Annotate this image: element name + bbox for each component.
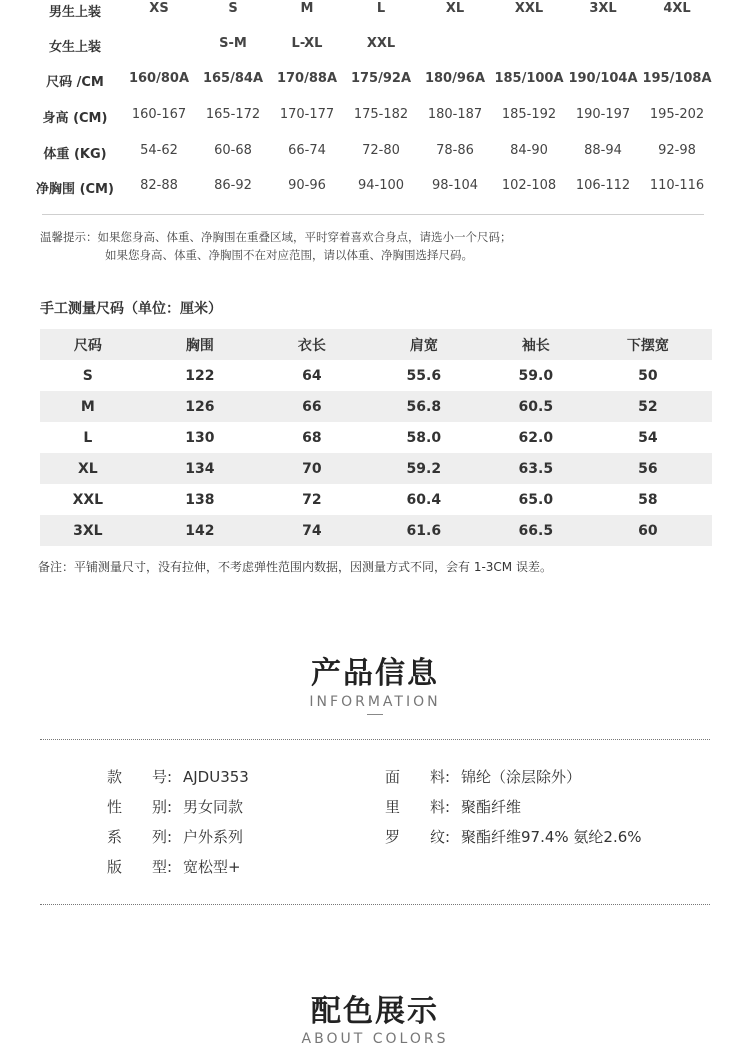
table-row [40, 391, 712, 422]
size-cell: 66-74 [288, 143, 326, 158]
dotted-divider [40, 739, 710, 740]
dotted-divider [40, 904, 710, 905]
size-cell: 190-197 [575, 107, 631, 122]
info-key: 里 料: [385, 798, 451, 816]
col-header: 尺码 [40, 329, 136, 360]
size-cell: 78-86 [436, 143, 474, 158]
info-key: 版 型: [107, 858, 173, 876]
col-header: 肩宽 [360, 329, 488, 360]
table-row [40, 422, 712, 453]
size-cell: XS [149, 1, 169, 16]
size-cell: 160-167 [131, 107, 187, 122]
row-label: 身高 (CM) [42, 111, 108, 126]
row-label: 男生上装 [48, 5, 101, 20]
size-cell: 82-88 [140, 178, 178, 193]
table-row [40, 360, 712, 391]
col-header: 胸围 [136, 329, 264, 360]
size-cell: S-M [219, 36, 247, 51]
table-cell: 59.0 [518, 367, 554, 384]
size-cell: 160/80A [128, 71, 190, 86]
measure-table [40, 329, 712, 546]
info-item-lining [385, 796, 521, 817]
size-cell: 54-62 [140, 143, 178, 158]
row-label: 女生上装 [48, 40, 101, 55]
table-cell: 64 [302, 367, 322, 384]
size-cell: 185/100A [494, 71, 564, 86]
size-cell: 90-96 [288, 178, 326, 193]
table-cell: 142 [136, 515, 264, 546]
table-cell: 60.5 [488, 391, 584, 422]
table-cell: 61.6 [360, 515, 488, 546]
measure-note: 备注：平铺测量尺寸，没有拉伸，不考虑弹性范围内数据，因测量方式不同，会有 1-3CM 误差。 [38, 560, 552, 574]
info-item-series [107, 826, 243, 847]
table-row [40, 484, 712, 515]
info-value: 户外系列 [183, 828, 244, 846]
tip-line-1: 温馨提示：如果您身高、体重、净胸围在重叠区域，平时穿着喜欢合身点，请选小一个尺码； [40, 230, 512, 244]
row-label: 净胸围 (CM) [36, 182, 114, 197]
table-cell: 70 [264, 453, 360, 484]
size-cell: L-XL [291, 36, 323, 51]
tip-line-2: 如果您身高、体重、净胸围不在对应范围，请以体重、净胸围选择尺码。 [105, 248, 473, 262]
table-cell: 66 [264, 391, 360, 422]
info-item-gender [107, 796, 243, 817]
table-cell: 66.5 [488, 515, 584, 546]
table-cell: 60.4 [406, 491, 442, 508]
table-cell: L [83, 429, 93, 446]
table-cell: XL [40, 453, 136, 484]
table-cell: 3XL [40, 515, 136, 546]
table-cell: 138 [185, 491, 215, 508]
size-cell: 4XL [663, 1, 691, 16]
size-cell: 175/92A [350, 71, 412, 86]
size-cell: XXL [366, 36, 396, 51]
table-cell: 68 [302, 429, 322, 446]
measure-title: 手工测量尺码（单位：厘米） [40, 301, 222, 317]
size-cell: XXL [514, 1, 544, 16]
size-cell: 165/84A [202, 71, 264, 86]
size-cell: M [300, 1, 314, 16]
size-cell: 175-182 [353, 107, 409, 122]
table-cell: 54 [638, 429, 658, 446]
table-cell: 62.0 [518, 429, 554, 446]
section-subtitle-info: INFORMATION [309, 694, 441, 710]
divider [42, 214, 704, 215]
table-cell: 130 [185, 429, 215, 446]
size-cell: 84-90 [510, 143, 548, 158]
size-cell: 102-108 [501, 178, 557, 193]
info-key: 性 别: [107, 798, 173, 816]
table-header-row [40, 329, 712, 360]
info-item-fabric [385, 766, 581, 787]
info-key: 罗 纹: [385, 828, 451, 846]
section-subtitle-colors: ABOUT COLORS [301, 1031, 449, 1047]
size-cell: 195-202 [649, 107, 705, 122]
section-title-info: 产品信息 [311, 656, 439, 691]
table-cell: 65.0 [518, 491, 554, 508]
table-cell: 72 [302, 491, 322, 508]
info-value: AJDU353 [183, 768, 249, 786]
size-cell: 60-68 [214, 143, 252, 158]
info-item-fit [107, 856, 241, 877]
size-cell: 88-94 [584, 143, 622, 158]
size-cell: 190/104A [568, 71, 638, 86]
table-cell: 52 [584, 391, 712, 422]
table-cell: 63.5 [488, 453, 584, 484]
table-cell: 56.8 [360, 391, 488, 422]
size-cell: L [376, 1, 386, 16]
col-header: 袖长 [488, 329, 584, 360]
size-cell: 185-192 [501, 107, 557, 122]
col-header: 衣长 [264, 329, 360, 360]
table-cell: S [82, 367, 93, 384]
info-item-rib [385, 826, 642, 847]
size-cell: 165-172 [205, 107, 261, 122]
col-header: 下摆宽 [584, 329, 712, 360]
table-cell: 55.6 [406, 367, 442, 384]
table-cell: 134 [136, 453, 264, 484]
info-value: 宽松型+ [183, 858, 241, 876]
section-underline [367, 714, 383, 715]
table-row [40, 453, 712, 484]
size-cell: 110-116 [649, 178, 705, 193]
table-cell: 56 [584, 453, 712, 484]
table-cell: 50 [638, 367, 658, 384]
size-cell: 94-100 [357, 178, 405, 193]
info-value: 男女同款 [183, 798, 244, 816]
size-cell: 170-177 [279, 107, 335, 122]
size-cell: 98-104 [431, 178, 479, 193]
table-cell: 126 [136, 391, 264, 422]
table-cell: 59.2 [360, 453, 488, 484]
size-cell: 3XL [589, 1, 617, 16]
info-value: 聚酯纤维97.4% 氨纶2.6% [461, 828, 642, 846]
size-cell: 195/108A [642, 71, 712, 86]
table-row [40, 515, 712, 546]
size-cell: 72-80 [362, 143, 400, 158]
size-cell: 180/96A [424, 71, 486, 86]
info-key: 系 列: [107, 828, 173, 846]
table-cell: M [40, 391, 136, 422]
info-value: 锦纶（涂层除外） [461, 768, 582, 786]
section-title-colors: 配色展示 [311, 994, 439, 1029]
size-cell: S [228, 1, 238, 16]
row-label: 尺码 /CM [46, 75, 104, 90]
table-cell: 60 [584, 515, 712, 546]
row-label: 体重 (KG) [43, 147, 107, 162]
size-cell: 92-98 [658, 143, 696, 158]
info-key: 面 料: [385, 768, 451, 786]
table-cell: 74 [264, 515, 360, 546]
table-cell: 58.0 [406, 429, 442, 446]
size-cell: XL [445, 1, 465, 16]
info-item-style [107, 766, 249, 787]
table-cell: 122 [185, 367, 215, 384]
size-cell: 86-92 [214, 178, 252, 193]
info-key: 款 号: [107, 768, 173, 786]
size-cell: 180-187 [427, 107, 483, 122]
table-cell: XXL [72, 491, 104, 508]
table-cell: 58 [638, 491, 658, 508]
info-value: 聚酯纤维 [461, 798, 522, 816]
size-cell: 106-112 [575, 178, 631, 193]
size-cell: 170/88A [276, 71, 338, 86]
